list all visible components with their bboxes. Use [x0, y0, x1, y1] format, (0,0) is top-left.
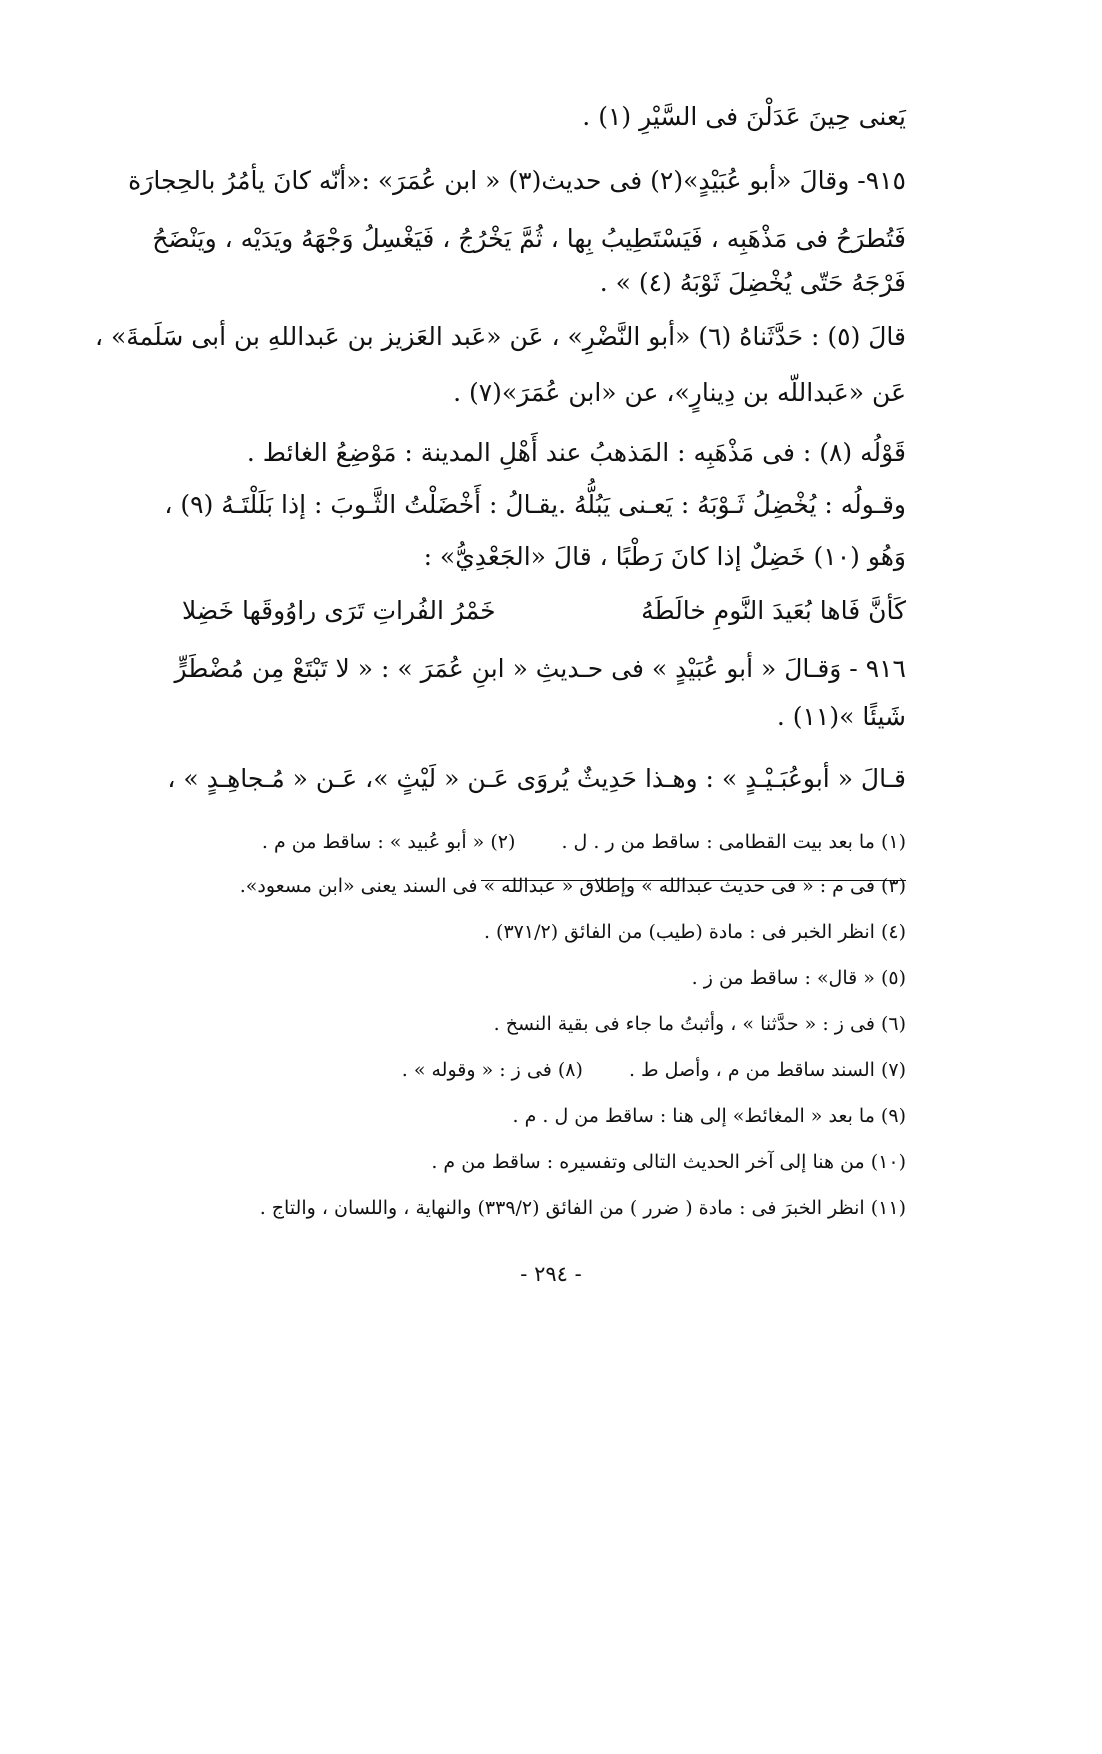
footnote-line-7 [176, 1056, 906, 1084]
poem-hemistich-second: خَمْرُ الفُراتِ تَرَى راوُوقَها خَضِلا [182, 596, 496, 625]
body-line-9: وَهُو (١٠) خَضِلٌ إذا كانَ رَطْبًا ، قالَ «الجَعْدِيُّ» : [423, 542, 906, 571]
footnote-5: (٥) « قال» : ساقط من ز . [691, 967, 906, 989]
footnote-4: (٤) انظر الخبر فى : مادة (طيب) من الفائق (٣٧١/٢) . [483, 921, 906, 943]
body-line-12: قـالَ « أبوعُبَـيْـدٍ » : وهـذا حَدِيثٌ يُروَى عَـن « لَيْثٍ »، عَـن « مُـجاهِـدٍ » ، [167, 764, 906, 793]
footnote-7: (٧) السند ساقط من م ، وأصل ط . [628, 1059, 906, 1081]
body-line-1: يَعنى حِينَ عَدَلْنَ فى السَّيْرِ (١) . [582, 102, 906, 131]
body-line-4: فَرْجَهُ حَتّى يُخْضِلَ ثَوْبَهُ (٤) » . [599, 268, 906, 297]
body-line-10: ٩١٦ - وَقـالَ « أبو عُبَيْدٍ » فى حـديثِ « ابنِ عُمَرَ » : « لا تَبْتَعْ مِن مُضْطَرٍّ [174, 654, 906, 683]
page-number: - ٢٩٤ - [520, 1262, 582, 1286]
body-line-5: قالَ (٥) : حَدَّثَناهُ (٦) «أبو النَّضْرِ» ، عَن «عَبد العَزيز بن عَبداللهِ بن أبى سَلَمةَ» ، [94, 322, 906, 351]
footnote-10: (١٠) من هنا إلى آخر الحديث التالى وتفسيره : ساقط من م . [431, 1151, 906, 1173]
footnote-6: (٦) فى ز : « حدَّثنا » ، وأثبتُ ما جاء فى بقية النسخ . [493, 1013, 906, 1035]
body-line-7: قَوْلُه (٨) : فى مَذْهَبِه : المَذهبُ عند أَهْلِ المدينة : مَوْضِعُ الغائط . [246, 438, 906, 467]
footnote-11: (١١) انظر الخبرَ فى : مادة ( ضرر ) من الفائق (٣٣٩/٢) والنهاية ، واللسان ، والتاج . [259, 1197, 906, 1219]
poem-hemistich-first: كَأنَّ فَاها بُعَيدَ النَّومِ خالَطَهُ [641, 596, 906, 625]
footnote-1: (١) ما بعد بيت القطامى : ساقط من ر . ل . [561, 831, 906, 853]
footnote-3: (٣) فى م : « فى حديث عبدالله » وإطلاق « عبدالله » فى السند يعنى «ابن مسعود». [239, 875, 906, 897]
body-line-2: ٩١٥- وقالَ «أبو عُبَيْدٍ»(٢) فى حديث(٣) « ابن عُمَرَ» :«أنّه كانَ يأمُرُ بالحِجارَة [128, 166, 906, 195]
footnote-line-1 [176, 828, 906, 856]
footnote-9: (٩) ما بعد « المغائط» إلى هنا : ساقط من ل . م . [512, 1105, 906, 1127]
body-line-3: فَتُطرَحُ فى مَذْهَبِه ، فَيَسْتَطِيبُ بِها ، ثُمَّ يَخْرُجُ ، فَيَغْسِلُ وَجْهَهُ ويَدَيْه ، ويَنْضَحُ [152, 224, 906, 253]
body-line-11: شَيئًا »(١١) . [776, 702, 906, 731]
footnote-8: (٨) فى ز : « وقوله » . [401, 1059, 583, 1081]
body-line-8: وقـولُه : يُخْضِلُ ثَـوْبَهُ : يَعـنى يَبُلُّهُ .يقـالُ : أَخْضَلْتُ الثَّـوبَ : إذا بَلَلْتَـهُ (٩) ، [164, 490, 906, 519]
body-line-6: عَن «عَبداللّه بن دِينارٍ»، عن «ابن عُمَرَ»(٧) . [453, 378, 906, 407]
footnote-2: (٢) « أبو عُبيد » : ساقط من م . [261, 831, 516, 853]
